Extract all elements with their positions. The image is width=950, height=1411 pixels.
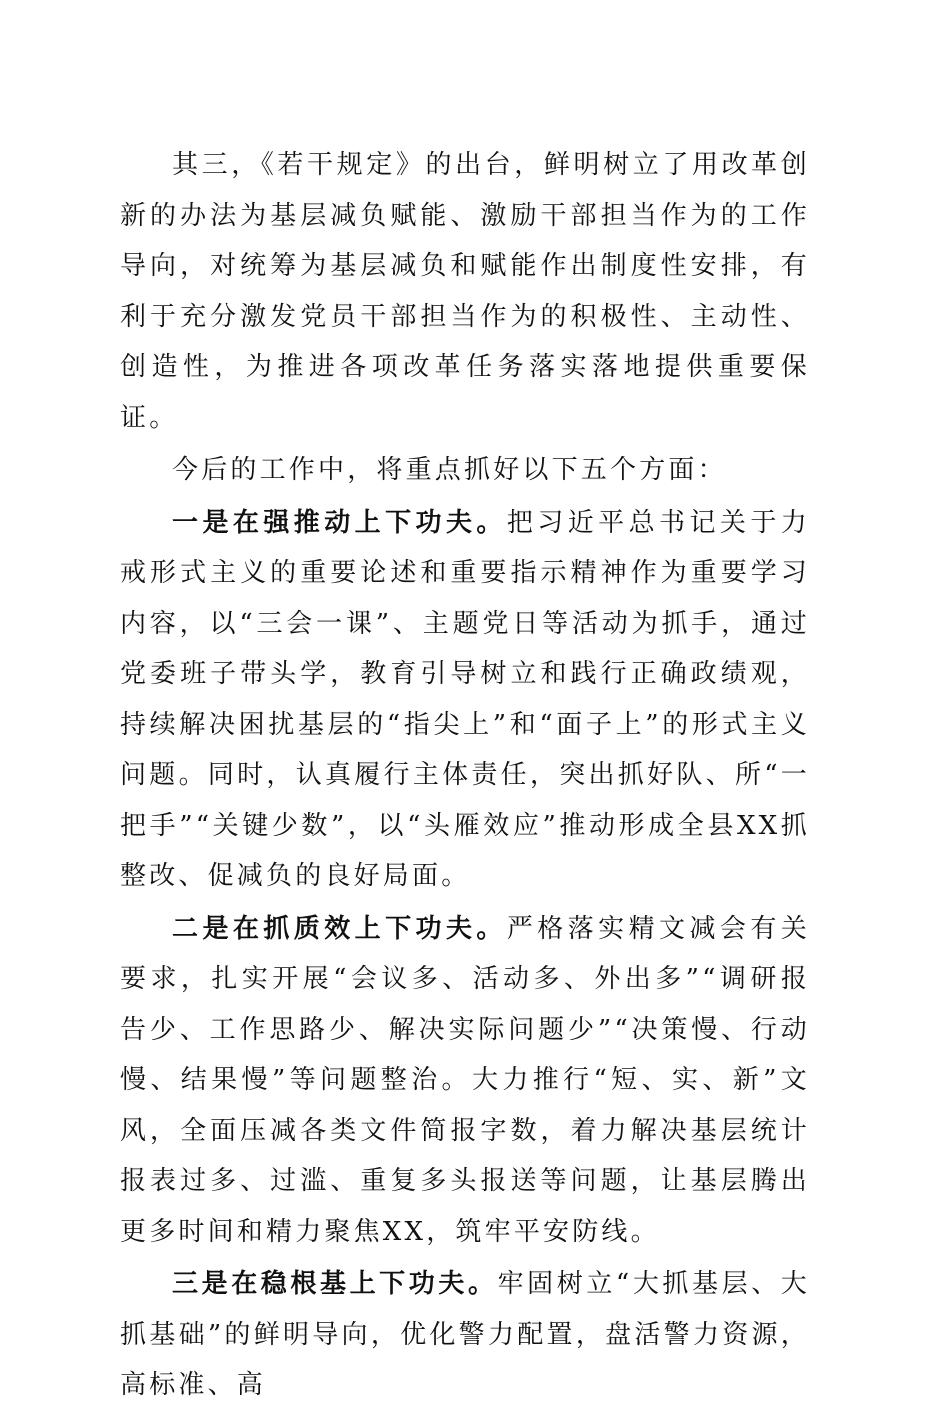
paragraph-5 bbox=[120, 1259, 810, 1411]
paragraph-3-lead: 一是在强推动上下功夫。 bbox=[172, 507, 507, 538]
paragraph-4-lead: 二是在抓质效上下功夫。 bbox=[172, 913, 507, 944]
paragraph-2-text: 今后的工作中，将重点抓好以下五个方面： bbox=[172, 455, 727, 485]
paragraph-1-text: 其三，《若干规定》的出台，鲜明树立了用改革创新的办法为基层减负赋能、激励干部担当作为的工作导向，对统筹为基层减负和赋能作出制度性安排，有利于充分激发党员干部担当作为的积极性、主动性、创造性，为推进各项改革任务落实落地提供重要保证。 bbox=[120, 150, 810, 433]
paragraph-5-lead: 三是在稳根基上下功夫。 bbox=[172, 1269, 498, 1299]
paragraph-4 bbox=[120, 904, 810, 1258]
paragraph-5-text: 牢固树立“大抓基层、大抓基础”的鲜明导向，优化警力配置，盘活警力资源，高标准、高 bbox=[120, 1269, 810, 1400]
paragraph-3 bbox=[120, 498, 810, 902]
paragraph-1 bbox=[120, 140, 810, 443]
document-body bbox=[120, 140, 810, 1411]
paragraph-2 bbox=[120, 445, 810, 496]
paragraph-4-text: 严格落实精文减会有关要求，扎实开展“会议多、活动多、外出多”“调研报告少、工作思路少、解决实际问题少”“决策慢、行动慢、结果慢”等问题整治。大力推行“短、实、新”文风，全面压减各类文件简报字数，着力解决基层统计报表过多、过滥、重复多头报送等问题，让基层腾出更多时间和精力聚焦XX，筑牢平安防线。 bbox=[120, 913, 810, 1247]
paragraph-3-text: 把习近平总书记关于力戒形式主义的重要论述和重要指示精神作为重要学习内容，以“三会一课”、主题党日等活动为抓手，通过党委班子带头学，教育引导树立和践行正确政绩观，持续解决困扰基层的“指尖上”和“面子上”的形式主义问题。同时，认真履行主体责任，突出抓好队、所“一把手”“关键少数”，以“头雁效应”推动形成全县XX抓整改、促减负的良好局面。 bbox=[120, 507, 810, 891]
